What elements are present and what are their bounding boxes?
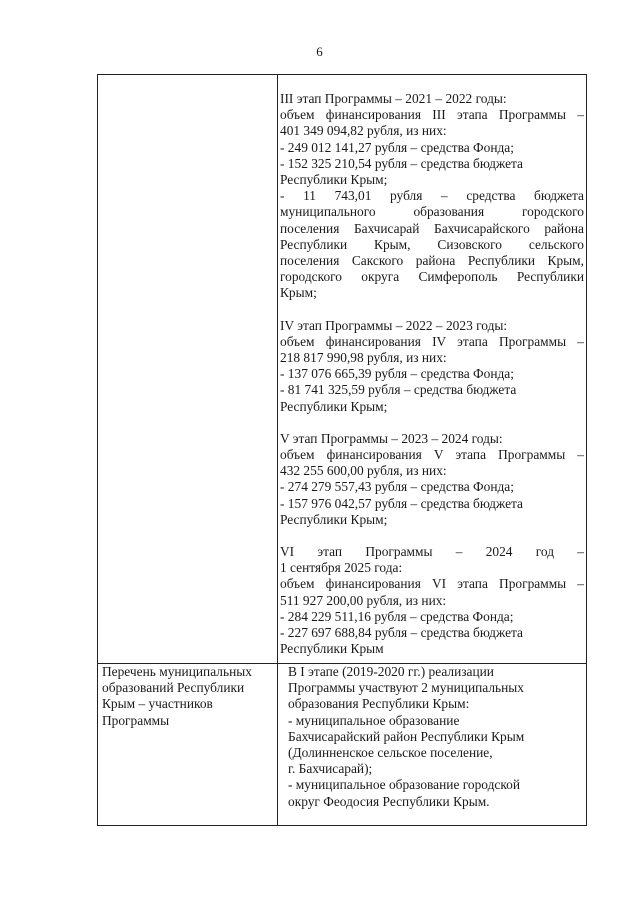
stage-3-line: - 11 743,01 рубля – средства бюджета [280,188,584,204]
participants-line: (Долинненское сельское поселение, [288,745,493,761]
participants-line: округ Феодосия Республики Крым. [288,793,490,809]
stage-4-line: 218 817 990,98 рубля, из них: [280,350,447,366]
page-number: 6 [316,44,323,59]
stage-3-line: поселения Сакского района Республики Крым, [280,253,584,269]
stage-5-line: V этап Программы – 2023 – 2024 годы: [280,430,503,446]
stage-6-line: VI этап Программы – 2024 год – [280,544,584,560]
participants-line: В I этапе (2019-2020 гг.) реализации [288,664,494,679]
stage-5-block [280,431,584,528]
stage-3-line: поселения Бахчисарай Бахчисарайского района [280,220,584,236]
participants-line: - муниципальное образование городской [288,777,521,793]
funding-stages-cell [280,91,584,674]
stage-3-line: объем финансирования III этапа Программы – [280,107,584,123]
stage-3-line: 401 349 094,82 рубля, из них: [280,123,447,139]
stage-6-block [280,544,584,657]
stage-6-line: Республики Крым [280,641,384,657]
program-table [97,74,587,826]
stage-6-line: 1 сентября 2025 года: [280,560,403,576]
stage-4-line: IV этап Программы – 2022 – 2023 годы: [280,317,508,333]
stage-5-line: объем финансирования V этапа Программы – [280,447,584,463]
stage-4-line: объем финансирования IV этапа Программы – [280,333,584,349]
stage-3-line: - 249 012 141,27 рубля – средства Фонда; [280,139,514,155]
participants-line: г. Бахчисарай); [288,761,373,777]
stage-3-line: Крым; [280,285,317,301]
participants-line: образования Республики Крым: [288,696,470,712]
stage-4-block [280,318,584,415]
stage-3-block [280,91,584,302]
stage-5-line: 432 255 600,00 рубля, из них: [280,463,447,479]
stage-3-line: Республики Крым; [280,172,388,188]
stage-5-line: - 157 976 042,57 рубля – средства бюджета [280,495,523,511]
participants-label-line: образований Республики [102,680,245,696]
stage-5-line: Республики Крым; [280,511,388,527]
column-divider [277,75,278,825]
stage-4-line: Республики Крым; [280,398,388,414]
participants-label-line: Перечень муниципальных [102,664,252,679]
stage-3-line: III этап Программы – 2021 – 2022 годы: [280,91,507,106]
stage-3-line: Республики Крым, Сизовского сельского [280,236,584,252]
participants-line: Бахчисарайский район Республики Крым [288,728,525,744]
participants-label-line: Крым – участников [102,696,213,712]
participants-label-cell [102,664,272,729]
stage-3-line: - 152 325 210,54 рубля – средства бюджета [280,155,523,171]
stage-4-line: - 137 076 665,39 рубля – средства Фонда; [280,366,514,382]
stage-3-line: муниципального образования городского [280,204,584,220]
stage-4-line: - 81 741 325,59 рубля – средства бюджета [280,382,517,398]
stage-6-line: - 227 697 688,84 рубля – средства бюджета [280,625,523,641]
stage-6-line: объем финансирования VI этапа Программы – [280,576,584,592]
participants-content-cell [288,664,578,810]
stage-5-line: - 274 279 557,43 рубля – средства Фонда; [280,479,514,495]
stage-6-line: - 284 229 511,16 рубля – средства Фонда; [280,608,514,624]
stage-3-line: городского округа Симферополь Республики [280,269,584,285]
participants-line: Программы участвуют 2 муниципальных [288,680,524,696]
participants-line: - муниципальное образование [288,712,460,728]
stage-6-line: 511 927 200,00 рубля, из них: [280,592,447,608]
participants-label-line: Программы [102,712,170,728]
